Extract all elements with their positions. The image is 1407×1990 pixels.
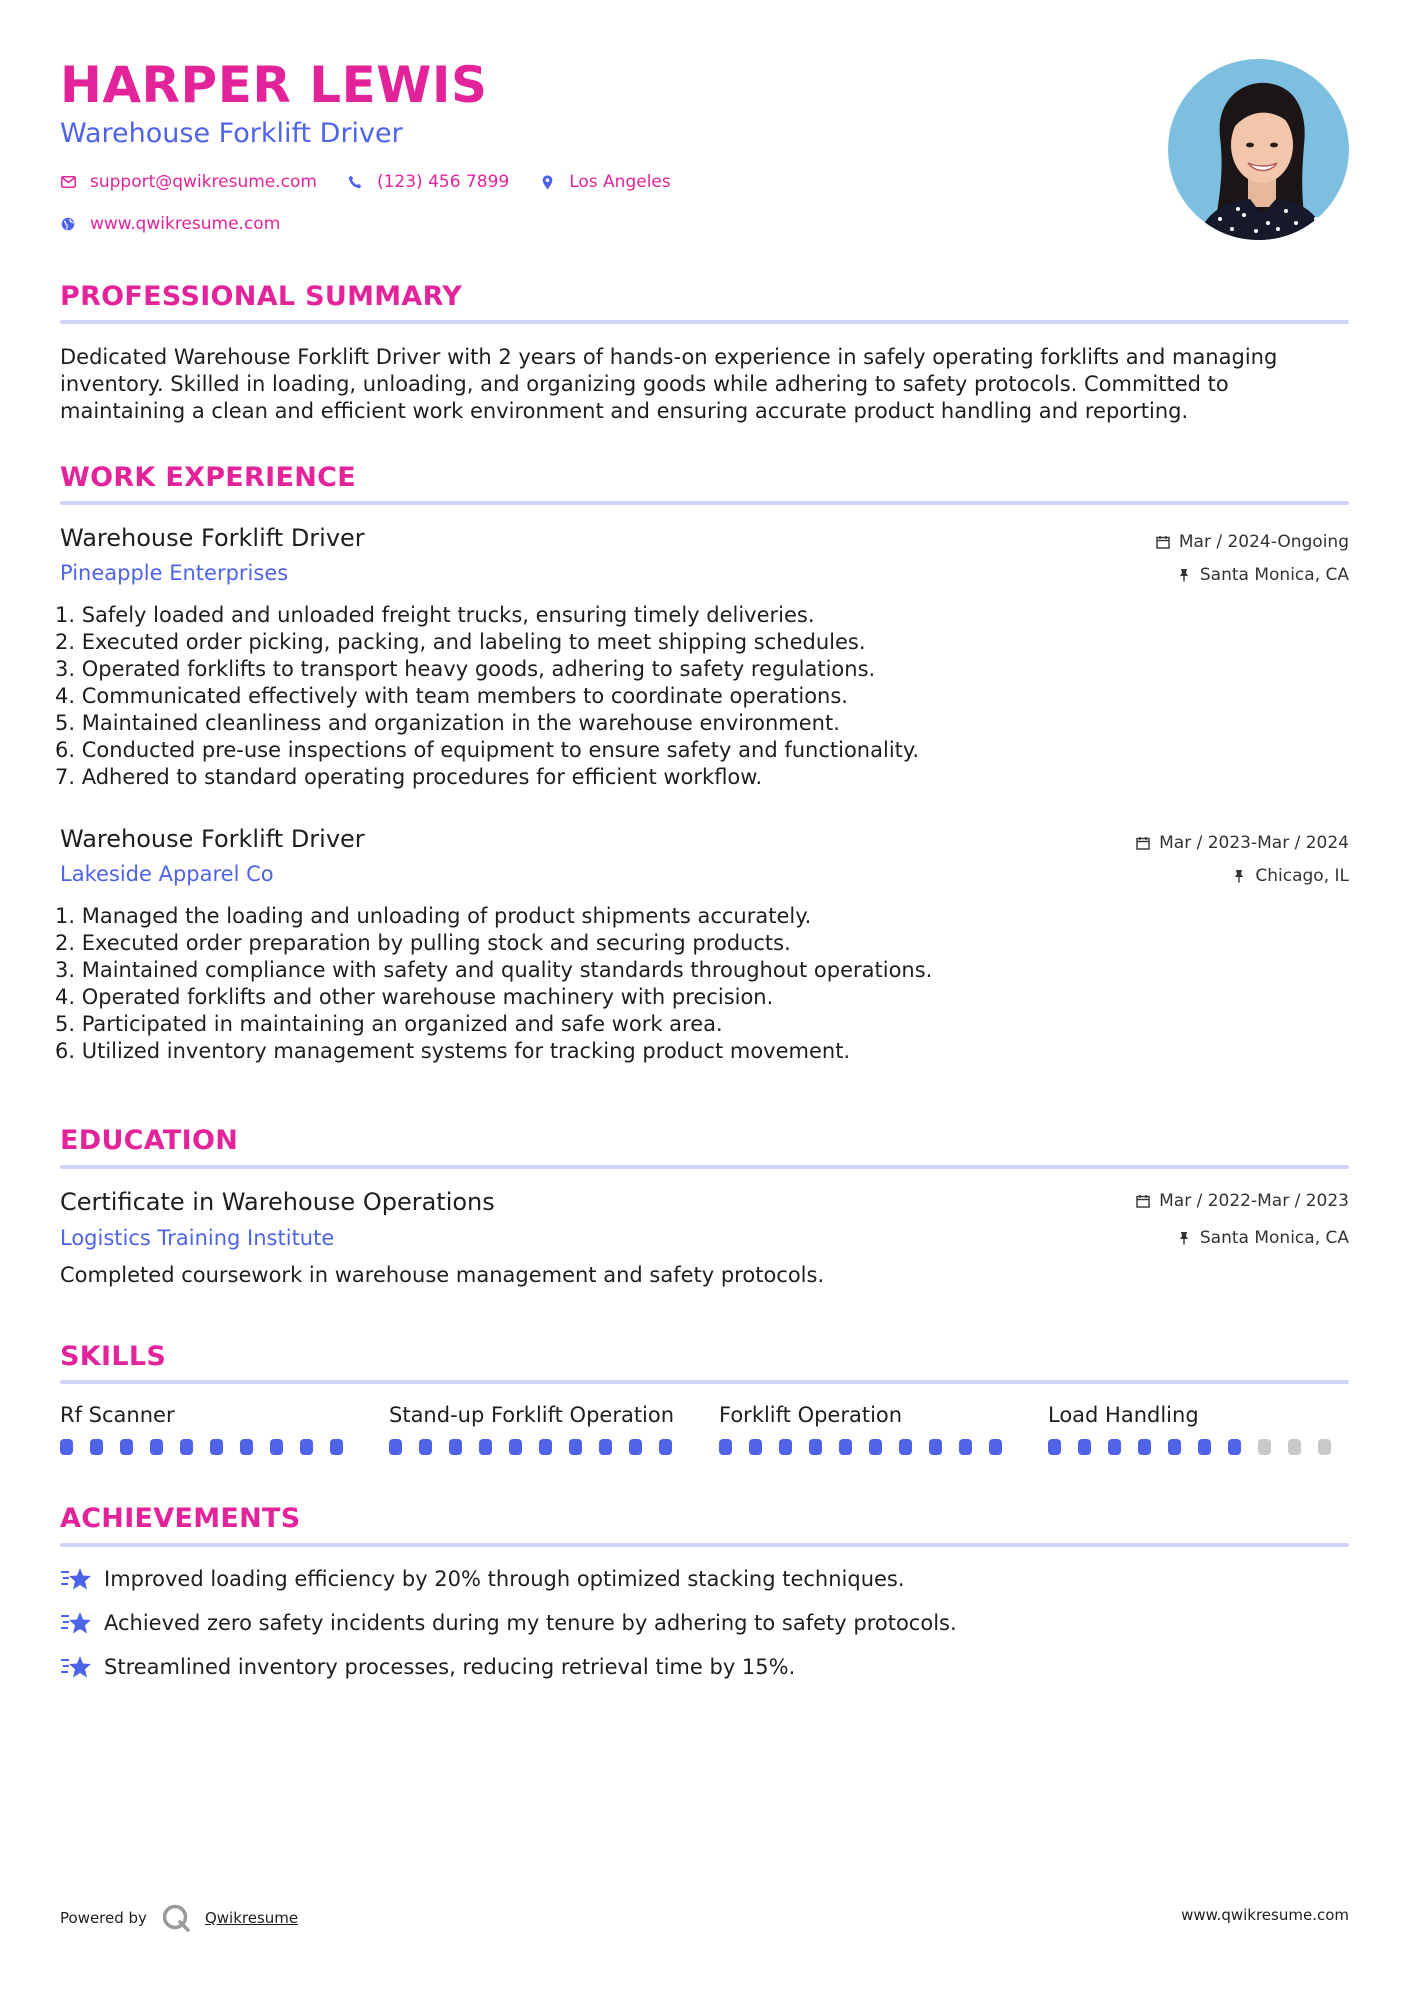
candidate-title: Warehouse Forklift Driver (60, 118, 403, 149)
section-divider (60, 501, 1349, 505)
qwikresume-link[interactable]: Qwikresume (204, 1909, 299, 1927)
rating-dot-filled (389, 1439, 402, 1455)
mail-icon (60, 174, 76, 190)
rating-dot-filled (1138, 1439, 1151, 1455)
rating-dot-filled (180, 1439, 193, 1455)
contact-location (539, 172, 671, 192)
skill-item (719, 1403, 1019, 1455)
list-item: 1. Safely loaded and unloaded freight trucks, ensuring timely deliveries. (55, 603, 815, 627)
skill-rating (60, 1439, 360, 1455)
list-item: 4. Communicated effectively with team members to coordinate operations. (55, 684, 848, 708)
achievement-item (60, 1654, 795, 1680)
candidate-name: HARPER LEWIS (60, 56, 488, 114)
rating-dot-filled (539, 1439, 552, 1455)
location-text: Santa Monica, CA (1199, 1228, 1349, 1248)
list-item: 2. Executed order picking, packing, and labeling to meet shipping schedules. (55, 630, 866, 654)
job-bullets (55, 602, 1335, 791)
summary-text: Dedicated Warehouse Forklift Driver with 2 years of hands-on experience in safely operating forklifts and managing inventory. Skilled in loading, unloading, and organizing goods while adhering to safety protocols. Committed to maintaining a clean and efficient work environment and ensuring accurate product handling and reporting. (60, 345, 1278, 423)
pushpin-icon (1176, 1230, 1192, 1246)
achievement-item (60, 1566, 905, 1592)
rating-dot-filled (749, 1439, 762, 1455)
section-divider (60, 1380, 1349, 1384)
skills-heading: SKILLS (60, 1341, 167, 1372)
rating-dot-filled (210, 1439, 223, 1455)
map-pin-icon (539, 174, 555, 190)
contact-row (60, 172, 689, 192)
rating-dot-filled (659, 1439, 672, 1455)
rating-dot-filled (240, 1439, 253, 1455)
star-icon (60, 1566, 92, 1592)
rating-dot-filled (629, 1439, 642, 1455)
skill-rating (389, 1439, 689, 1455)
rating-dot-filled (1228, 1439, 1241, 1455)
pushpin-icon (1231, 868, 1247, 884)
section-divider (60, 1165, 1349, 1169)
rating-dot-filled (569, 1439, 582, 1455)
job-location (1176, 565, 1349, 585)
calendar-icon (1135, 835, 1151, 851)
job-role: Warehouse Forklift Driver (60, 825, 365, 853)
rating-dot-filled (120, 1439, 133, 1455)
rating-dot-filled (929, 1439, 942, 1455)
skill-rating (1048, 1439, 1348, 1455)
section-divider (60, 320, 1349, 324)
star-icon (60, 1654, 92, 1680)
rating-dot-filled (419, 1439, 432, 1455)
job-dates (1155, 532, 1349, 552)
rating-dot-filled (809, 1439, 822, 1455)
footer-website[interactable]: www.qwikresume.com (1181, 1906, 1349, 1924)
dates-text: Mar / 2024-Ongoing (1178, 532, 1349, 552)
job-company: Lakeside Apparel Co (60, 862, 274, 886)
rating-dot-filled (1048, 1439, 1061, 1455)
skill-name: Load Handling (1048, 1403, 1199, 1427)
list-item: 7. Adhered to standard operating procedures for efficient workflow. (55, 765, 763, 789)
skill-name: Forklift Operation (719, 1403, 903, 1427)
education-location (1176, 1228, 1349, 1248)
rating-dot-filled (1168, 1439, 1181, 1455)
rating-dot-filled (839, 1439, 852, 1455)
email-text: support@qwikresume.com (90, 172, 317, 192)
achievement-item (60, 1610, 957, 1636)
rating-dot-filled (899, 1439, 912, 1455)
qwikresume-logo-icon (161, 1903, 191, 1933)
rating-dot-filled (1108, 1439, 1121, 1455)
location-text: Chicago, IL (1255, 866, 1349, 886)
contact-email[interactable] (60, 172, 317, 192)
job-role: Warehouse Forklift Driver (60, 524, 365, 552)
school-name: Logistics Training Institute (60, 1226, 335, 1250)
list-item: 6. Conducted pre-use inspections of equipment to ensure safety and functionality. (55, 738, 919, 762)
rating-dot-filled (959, 1439, 972, 1455)
rating-dot-filled (150, 1439, 163, 1455)
skill-name: Rf Scanner (60, 1403, 175, 1427)
footer-branding (60, 1903, 298, 1933)
rating-dot-filled (300, 1439, 313, 1455)
rating-dot-filled (479, 1439, 492, 1455)
skill-rating (719, 1439, 1019, 1455)
rating-dot-empty (1318, 1439, 1331, 1455)
pushpin-icon (1176, 567, 1192, 583)
rating-dot-filled (1078, 1439, 1091, 1455)
experience-heading: WORK EXPERIENCE (60, 462, 356, 493)
rating-dot-filled (599, 1439, 612, 1455)
rating-dot-filled (509, 1439, 522, 1455)
job-company: Pineapple Enterprises (60, 561, 289, 585)
skill-name: Stand-up Forklift Operation (389, 1403, 675, 1427)
achievements-heading: ACHIEVEMENTS (60, 1503, 301, 1534)
location-text: Santa Monica, CA (1199, 565, 1349, 585)
section-divider (60, 1543, 1349, 1547)
rating-dot-filled (330, 1439, 343, 1455)
list-item: 5. Participated in maintaining an organized and safe work area. (55, 1012, 723, 1036)
powered-by-text: Powered by (60, 1909, 147, 1927)
job-dates (1135, 833, 1349, 853)
star-icon (60, 1610, 92, 1636)
globe-icon (60, 216, 76, 232)
rating-dot-empty (1288, 1439, 1301, 1455)
list-item: 1. Managed the loading and unloading of product shipments accurately. (55, 904, 812, 928)
rating-dot-filled (719, 1439, 732, 1455)
contact-website[interactable] (60, 214, 280, 234)
list-item: 5. Maintained cleanliness and organization in the warehouse environment. (55, 711, 840, 735)
rating-dot-filled (779, 1439, 792, 1455)
website-text: www.qwikresume.com (90, 214, 281, 234)
education-dates (1135, 1191, 1349, 1211)
achievement-text: Achieved zero safety incidents during my tenure by adhering to safety protocols. (104, 1611, 957, 1635)
list-item: 6. Utilized inventory management systems for tracking product movement. (55, 1039, 851, 1063)
skill-item (60, 1403, 360, 1455)
profile-photo (1168, 59, 1349, 240)
calendar-icon (1155, 534, 1171, 550)
job-location (1231, 866, 1349, 886)
rating-dot-filled (449, 1439, 462, 1455)
calendar-icon (1135, 1193, 1151, 1209)
phone-text: (123) 456 7899 (376, 172, 510, 192)
degree-title: Certificate in Warehouse Operations (60, 1188, 495, 1216)
rating-dot-filled (1198, 1439, 1211, 1455)
rating-dot-filled (989, 1439, 1002, 1455)
achievement-text: Improved loading efficiency by 20% through optimized stacking techniques. (104, 1567, 905, 1591)
education-heading: EDUCATION (60, 1125, 239, 1156)
rating-dot-filled (869, 1439, 882, 1455)
rating-dot-filled (90, 1439, 103, 1455)
dates-text: Mar / 2022-Mar / 2023 (1159, 1191, 1349, 1211)
skill-item (1048, 1403, 1348, 1455)
list-item: 3. Maintained compliance with safety and quality standards throughout operations. (55, 958, 933, 982)
phone-icon (347, 174, 363, 190)
job-bullets (55, 903, 1335, 1065)
rating-dot-filled (60, 1439, 73, 1455)
skill-item (389, 1403, 689, 1455)
rating-dot-empty (1258, 1439, 1271, 1455)
rating-dot-filled (270, 1439, 283, 1455)
list-item: 3. Operated forklifts to transport heavy goods, adhering to safety regulations. (55, 657, 876, 681)
dates-text: Mar / 2023-Mar / 2024 (1159, 833, 1349, 853)
achievement-text: Streamlined inventory processes, reducing retrieval time by 15%. (104, 1655, 796, 1679)
list-item: 2. Executed order preparation by pulling stock and securing products. (55, 931, 791, 955)
education-description: Completed coursework in warehouse management and safety protocols. (60, 1263, 825, 1287)
summary-heading: PROFESSIONAL SUMMARY (60, 281, 463, 312)
contact-phone[interactable] (347, 172, 509, 192)
list-item: 4. Operated forklifts and other warehouse machinery with precision. (55, 985, 774, 1009)
location-text: Los Angeles (569, 172, 671, 192)
contact-row-web (60, 214, 298, 234)
